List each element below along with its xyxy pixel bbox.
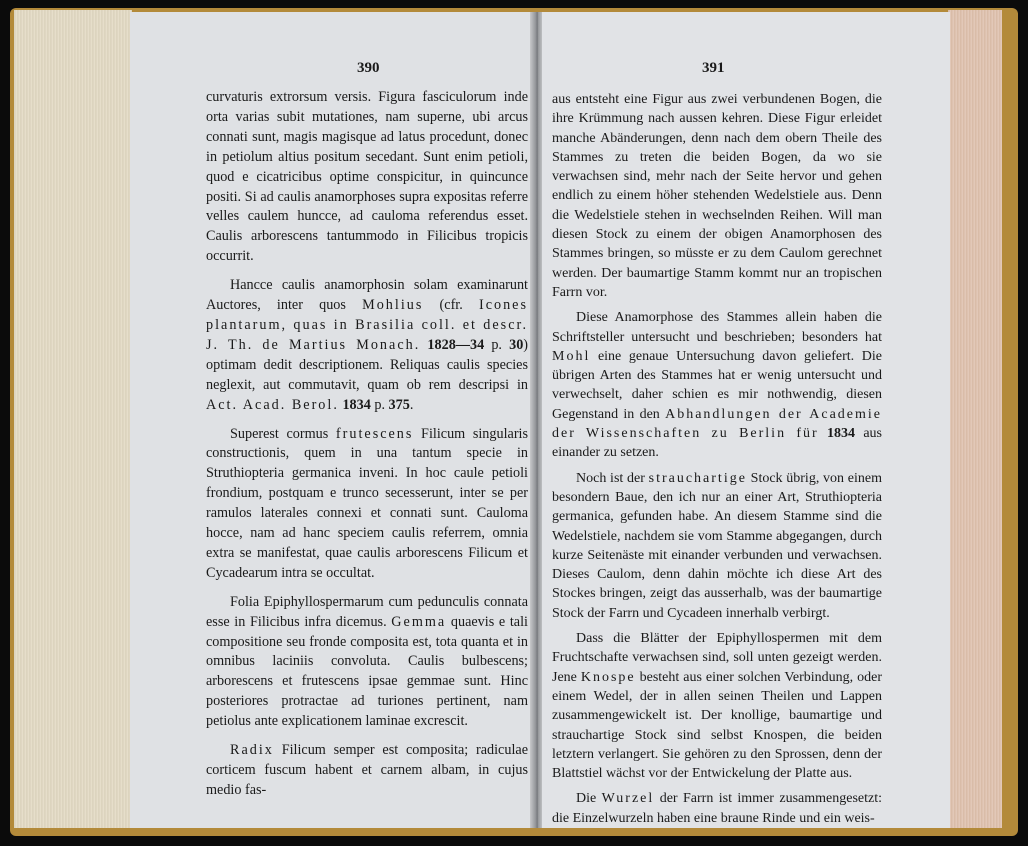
right-page: [542, 12, 950, 828]
page-number: 391: [702, 60, 725, 76]
text-run: Gemma: [391, 613, 447, 630]
text-run: Dass die Blätter der Epiphyllospermen mit dem Fruchtschafte verwachsen sind, soll unten gezeigt werden. Jene: [552, 631, 882, 685]
text-run: Folia Epiphyllospermarum cum pedunculis connata esse in Filicibus infra dicemus.: [206, 593, 528, 630]
text-run: Knospe: [580, 669, 636, 685]
page-body-text: [206, 88, 528, 801]
text-run: Radix: [230, 742, 274, 759]
page-body-text: [552, 90, 882, 828]
text-run: Diese Anamorphose des Stammes allein haben die Schriftsteller untersucht und beschrieben; besonders hat: [552, 310, 882, 345]
text-run: Stock übrig, von einem besondern Baue, den ich nur an einer Art, Struthiopteria germanica, gefunden habe. An diesem Stamme sind die Wedelstiele, nachdem sie vom Stamme abgegangen, durch kurze Seitenäste mit einander verbunden und verwachsen. Dieses Caulom, denn dahin möchte ich diese Art des Stockes bringen, zeigt das ausserhalb, was der baumartige Stock der Farrn und Cycadeen innerhalb verbirgt.: [552, 470, 882, 621]
paragraph: [552, 469, 882, 623]
text-run: 1828—34: [427, 336, 485, 353]
text-run: Icones plantarum, quas in Brasilia coll. et descr. J. Th. de Martius Monach.: [206, 297, 528, 353]
left-page: [130, 12, 533, 828]
text-run: der Farrn ist immer zusammengesetzt: die Einzelwurzeln haben eine braune Rinde und ein weis-: [552, 791, 882, 826]
text-run: Mohlius: [362, 297, 424, 314]
paragraph: [206, 741, 528, 801]
text-run: p.: [370, 396, 389, 413]
text-run: eine genaue Untersuchung davon geliefert. Die übrigen Arten des Stammes hat er wenig untersucht und verwechselt, daher schien es mir nothwendig, diesen Gegenstand in den: [552, 348, 882, 422]
text-run: frutescens: [335, 425, 414, 442]
text-run: p.: [484, 336, 510, 353]
text-run: .: [409, 396, 414, 413]
text-run: curvaturis extrorsum versis. Figura fasciculorum inde orta varias subit mutationes, nam superne, ubi arcus connati sunt, magis magisque ad latus procedunt, donec in petiolum altius positum secedant. Sunt enim petioli, quod e cicatricibus optime conspicitur, in quincunce positi. Si ad caulis anamorphoses supra expositas referre velles caulem huncce, ad cauloma referendus esset. Caulis arborescens tantummodo in Filicibus tropicis occurrit.: [206, 89, 528, 265]
text-run: (cfr.: [423, 297, 479, 314]
paragraph: [552, 629, 882, 783]
page-edges-left: [14, 10, 132, 828]
text-run: Noch ist der: [576, 470, 649, 486]
page-edges-right: [948, 10, 1002, 828]
text-run: Filicum singularis constructionis, quem in una tantum specie in Struthiopteria germanica inveni. In hoc caule petioli frondium, postquam e trunco secesserunt, inter se per ramulos laterales connexi et connati sunt. Cauloma hocce, nam ad hanc speciem caulis referrem, omnia extra se manifestat, quae caulis arborescens Filicum et Cycadearum intra se occultat.: [206, 425, 528, 581]
text-run: quaevis e tali compositione seu fronde composita est, tota quanta et in omnibus laciniis convoluta. Caulis bulbescens; arborescens et frutescens ipsae gemmae sunt. Hinc posteriores protractae ad turiones pertinent, nam petiolus ante explicationem laminae excrescit.: [206, 613, 528, 730]
text-run: 1834: [827, 426, 856, 442]
paragraph: [206, 276, 528, 415]
text-run: strauchartige: [648, 470, 747, 486]
paragraph: [552, 308, 882, 462]
paragraph: [206, 593, 528, 732]
text-run: Abhandlungen der Academie der Wissenschaften zu Berlin für: [552, 406, 882, 442]
text-run: aus entsteht eine Figur aus zwei verbundenen Bogen, die ihre Krümmung nach aussen kehren. Diese Figur erleidet manche Abänderungen, denn nach dem obern Theile des Stammes zu treten die beiden Bogen, da wo sie verwachsen sind, mehr nach der Seite hervor und gehen endlich zu einem höher stehenden Wedelstiele aus. Denn die Wedelstiele stehen in wechselnden Reihen. Will man diesen Stock zu einem der obigen Anamorphosen des Stammes bringen, so müsste er zu dem Caulom gerechnet werden. Der baumartige Stamm kommt nur an tropischen Farrn vor.: [552, 92, 882, 300]
text-run: Die: [576, 791, 602, 807]
text-run: Hancce caulis anamorphosin solam examinarunt Auctores, inter quos: [206, 277, 528, 314]
paragraph: [206, 425, 528, 584]
text-run: [819, 426, 827, 441]
text-run: 30: [509, 336, 524, 353]
page-number: 390: [357, 60, 380, 76]
paragraph: [552, 90, 882, 302]
text-run: Filicum semper est composita; radiculae corticem fuscum habent et carnem albam, in cujus medio fas-: [206, 742, 528, 798]
text-run: 1834: [342, 396, 371, 413]
text-run: 375: [388, 396, 410, 413]
text-run: besteht aus einer solchen Verbindung, oder einem Wedel, der in allen seinen Theilen und Lappen zusammengewickelt ist. Der knollige, baumartige und strauchartige Stock sind selbst Knospen, die beiden letztern verlangert. Sie gehören zu den Sprossen, denn der Blattstiel wächst vor der Entwickelung der Platte aus.: [552, 669, 882, 782]
text-run: ) optimam dedit descriptionem. Reliquas caulis species neglexit, aut commutavit, quam ob rem descripsi in: [206, 336, 529, 393]
text-run: Superest cormus: [230, 425, 336, 442]
text-run: Wurzel: [601, 791, 655, 807]
paragraph: [552, 789, 882, 828]
text-run: aus einander zu setzen.: [552, 426, 882, 461]
text-run: Mohl: [552, 348, 591, 364]
paragraph: [206, 88, 528, 267]
text-run: Act. Acad. Berol.: [206, 396, 339, 413]
